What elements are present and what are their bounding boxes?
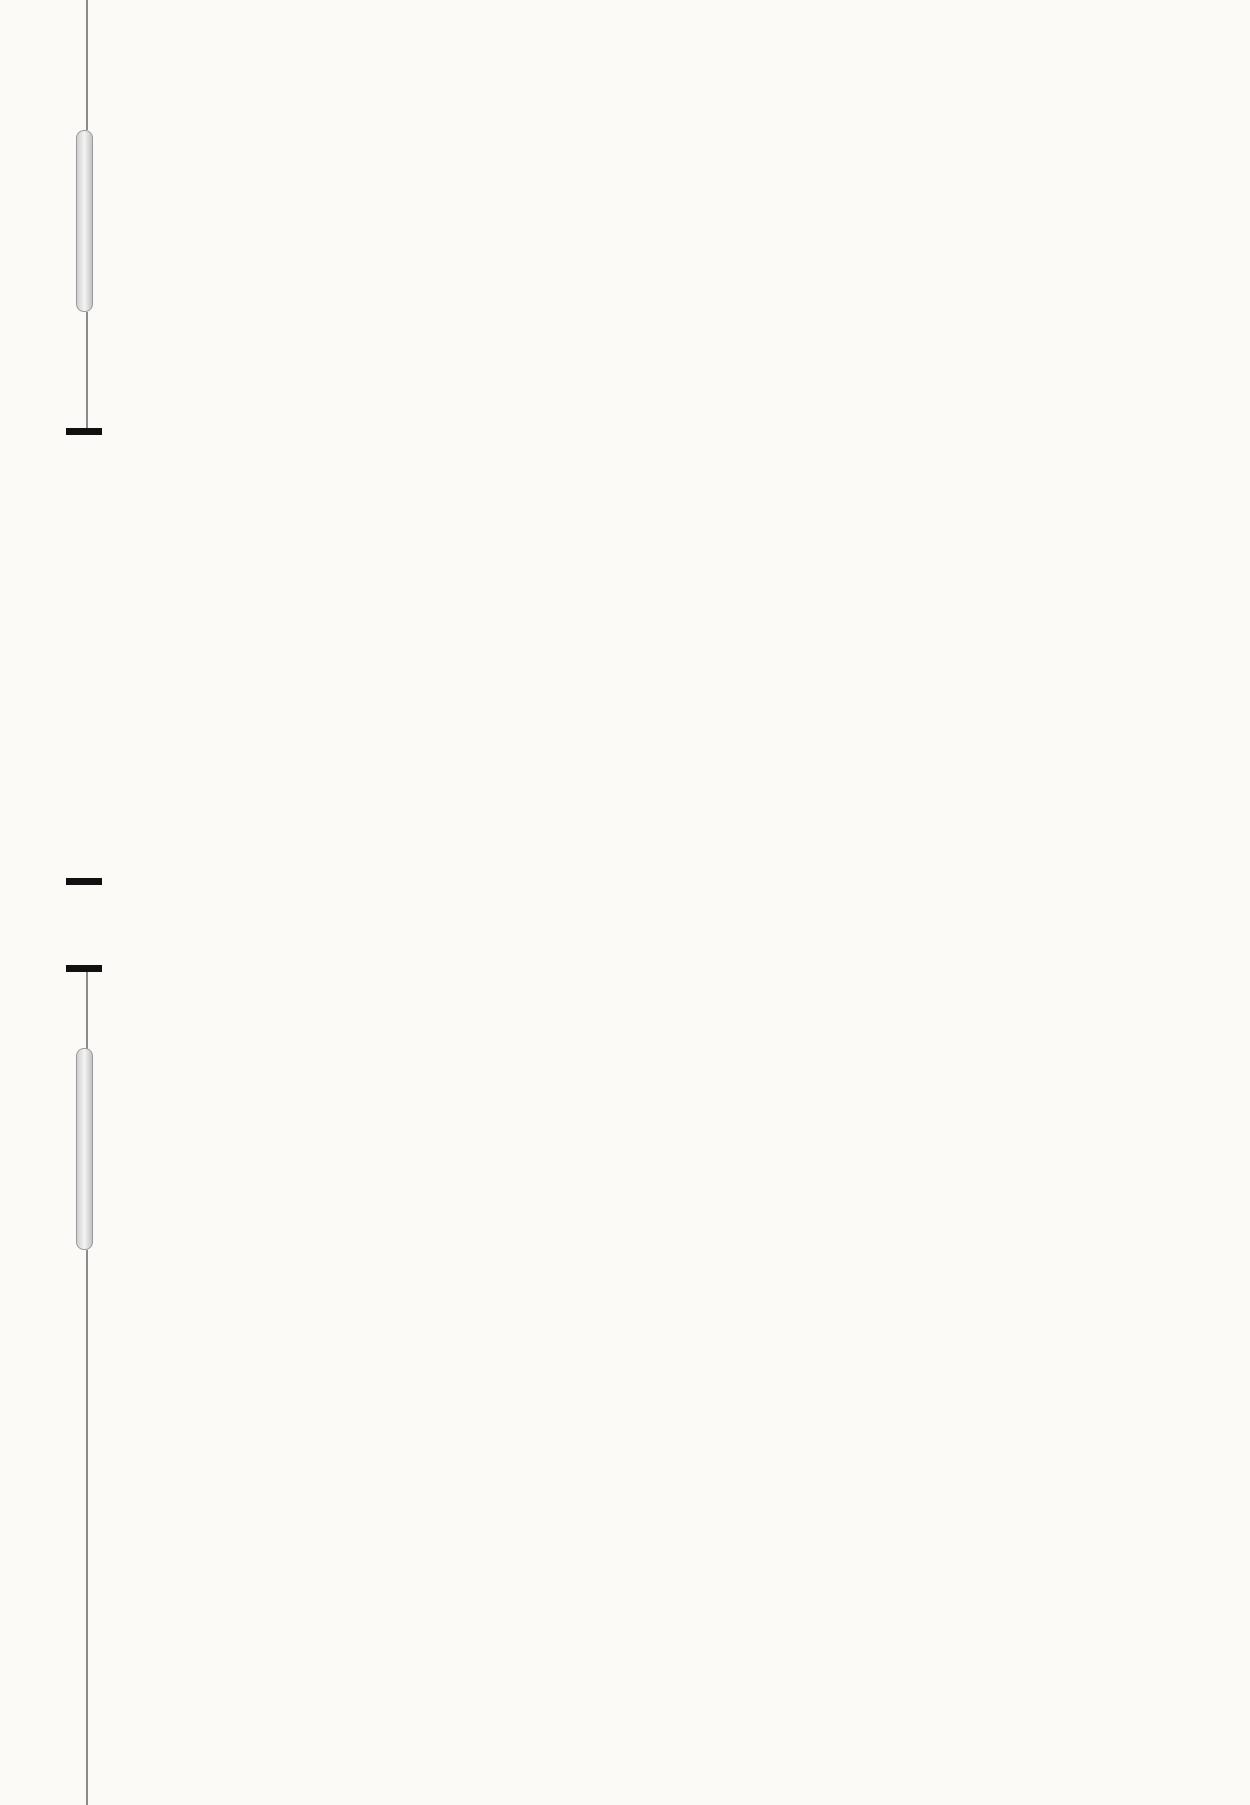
margin-line-bottom: [86, 1250, 88, 1805]
margin-bar-1: [66, 428, 102, 435]
margin-pill-bottom: [76, 1048, 93, 1250]
margin-bar-3: [66, 965, 102, 972]
margin-pill-top: [76, 130, 93, 312]
margin-bar-2: [66, 878, 102, 885]
margin-line-mid: [86, 972, 88, 1050]
margin-line-top: [86, 0, 88, 130]
margin-line-upper: [86, 312, 88, 432]
